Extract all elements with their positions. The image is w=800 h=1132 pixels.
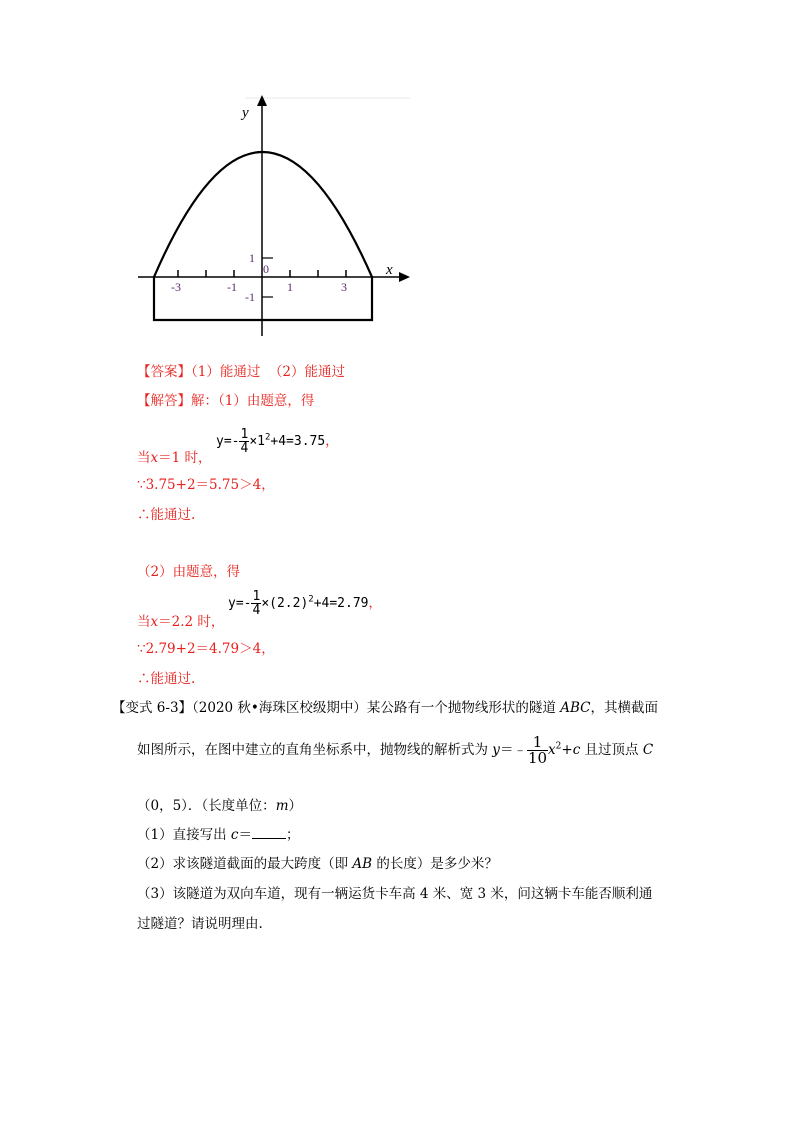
q1-b: ＝ <box>238 827 252 843</box>
p1-tail-pre: ×1 <box>249 434 265 449</box>
stem1-a: 某公路有一个抛物线形状的隧道 <box>366 700 561 716</box>
problem-line1 <box>112 696 658 716</box>
p1-formula <box>216 428 338 455</box>
p1-frac-num: 1 <box>240 427 249 442</box>
question-3-line2: 过隧道？请说明理由. <box>137 916 263 932</box>
answer-text: （1）能通过 （2）能通过 <box>191 364 346 380</box>
q2-a: （2）求该隧道截面的最大跨度（即 <box>137 856 353 872</box>
p1-cond: ＝1 时， <box>158 450 212 466</box>
stem3-a: （0，5）．（长度单位： <box>137 798 276 814</box>
question-1 <box>137 823 299 843</box>
p2-frac-num: 1 <box>252 589 261 604</box>
y-axis-arrow <box>257 95 267 106</box>
tick-label-x-neg3: -3 <box>171 280 181 294</box>
question-3-line1: （3）该隧道为双向车道，现有一辆运货卡车高 4 米、宽 3 米，问这辆卡车能否顺利通 <box>137 886 653 902</box>
stem2-frac-den: 10 <box>527 749 548 767</box>
p1-when-word: 当 <box>137 450 151 466</box>
stem2-C: C <box>642 742 654 758</box>
q2-b: 的长度）是多少米？ <box>372 856 498 872</box>
answer-blank[interactable] <box>252 827 286 839</box>
q1-end: ； <box>285 827 300 843</box>
p1-line3: ∴能通过. <box>137 507 196 523</box>
p1-y-prefix: y=- <box>216 434 240 449</box>
stem2-x-exp: 2 <box>555 741 562 752</box>
y-axis-label: y <box>242 105 249 121</box>
p2-line2: ∵2.79+2＝4.79＞4， <box>137 641 275 657</box>
p2-intro: （2）由题意，得 <box>137 564 241 580</box>
tick-label-y-neg1: -1 <box>245 290 255 304</box>
p1-tail-post: +4=3.75 <box>270 434 326 449</box>
stem1-abc: ABC <box>560 700 591 716</box>
problem-line2 <box>137 735 653 766</box>
p2-formula <box>228 590 382 617</box>
p1-frac-den: 4 <box>240 441 249 456</box>
x-axis-label: x <box>386 262 393 278</box>
road-rectangle <box>154 277 372 320</box>
tick-label-x-1: 1 <box>287 280 293 294</box>
tick-label-x-3: 3 <box>341 280 347 294</box>
stem2-eq: ＝﹣ <box>499 742 527 758</box>
p1-exp: 2 <box>264 432 271 443</box>
q1-a: （1）直接写出 <box>137 827 231 843</box>
p1-var: x <box>150 450 159 466</box>
p1-fraction <box>239 428 249 455</box>
stem3-b: ） <box>288 798 302 814</box>
p2-frac-den: 4 <box>252 603 261 618</box>
solution-header <box>137 389 314 409</box>
p2-fraction <box>251 590 261 617</box>
tick-label-y-1: 1 <box>249 251 255 265</box>
answer-tag: 【答案】 <box>137 364 191 380</box>
stem2-plus-c: +c <box>561 742 581 758</box>
p2-cond: ＝2.2 时， <box>158 614 225 630</box>
p2-when <box>137 610 224 630</box>
solution-tag: 【解答】 <box>137 393 191 409</box>
solution-intro: 解：（1）由题意，得 <box>191 393 315 409</box>
stem2-y: y <box>492 742 500 758</box>
stem2-fraction <box>527 735 548 766</box>
x-axis-arrow <box>399 272 410 282</box>
question-2 <box>137 852 498 872</box>
problem-line3 <box>137 794 302 814</box>
p1-comma: ， <box>325 434 339 449</box>
answer-line <box>137 360 345 380</box>
tick-label-origin: 0 <box>263 262 269 276</box>
q2-AB: AB <box>352 856 373 872</box>
coordinate-graph <box>130 90 420 340</box>
stem3-m: m <box>275 798 289 814</box>
tick-label-x-neg1: -1 <box>227 280 237 294</box>
p1-when <box>137 446 212 466</box>
p2-tail-pre: ×(2.2) <box>261 596 309 611</box>
stem2-frac-num: 1 <box>532 733 543 751</box>
stem2-a: 如图所示，在图中建立的直角坐标系中，抛物线的解析式为 <box>137 742 493 758</box>
p2-when-word: 当 <box>137 614 151 630</box>
p1-line2: ∵3.75+2＝5.75＞4， <box>137 477 275 493</box>
q1-c: c <box>230 827 239 843</box>
stem1-b: ，其横截面 <box>590 700 658 716</box>
p2-comma: ， <box>368 596 382 611</box>
problem-source: （2020 秋•海珠区校级期中） <box>192 700 367 716</box>
p2-y-prefix: y=- <box>228 596 252 611</box>
stem2-b: 且过顶点 <box>580 742 643 758</box>
p2-line3: ∴能通过. <box>137 671 196 687</box>
p2-exp: 2 <box>308 594 314 605</box>
problem-tag: 【变式 6-3】 <box>112 700 193 716</box>
stem2-x: x <box>548 742 556 758</box>
p2-var: x <box>150 614 159 630</box>
p2-tail-post: +4=2.79 <box>313 596 369 611</box>
